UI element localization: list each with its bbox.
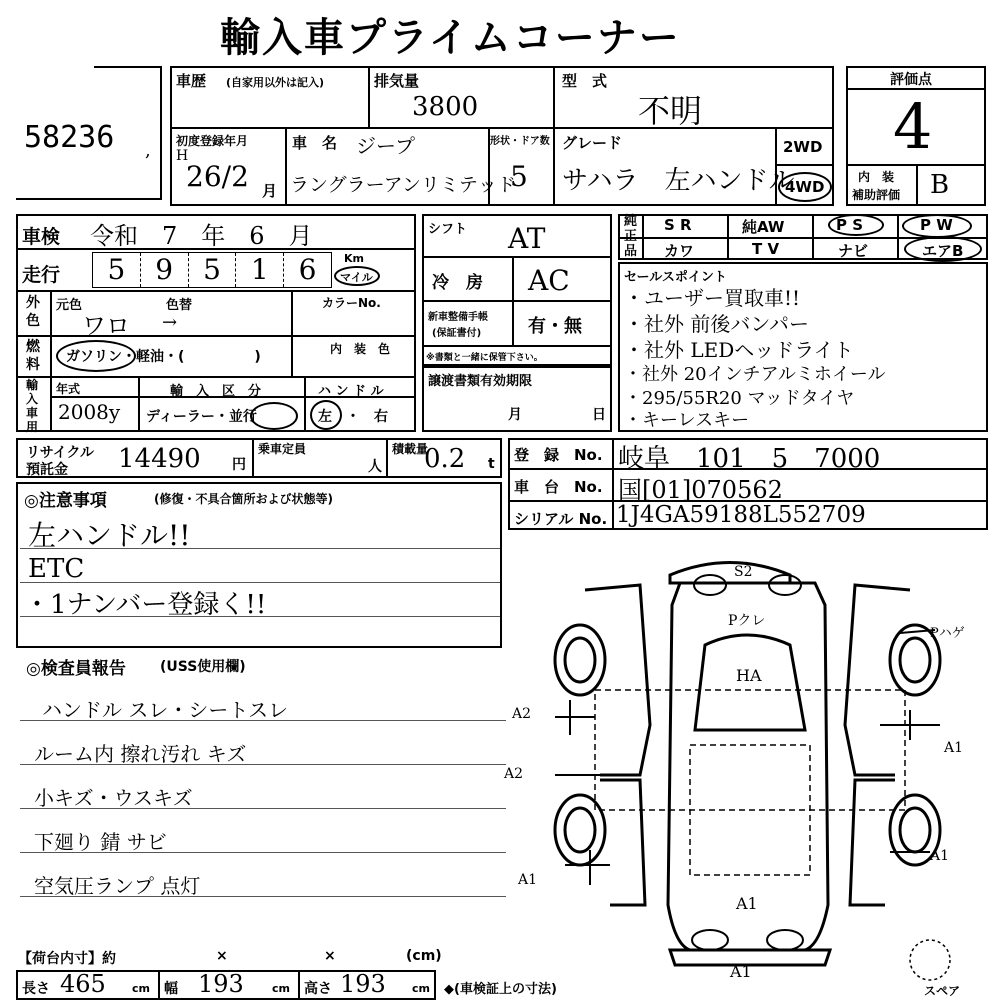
mileage-label: 走行 — [22, 264, 61, 286]
width-label: 幅 — [164, 981, 178, 997]
inspector-line: 空気圧ランプ 点灯 — [34, 874, 201, 898]
capacity-label: 乗車定員 — [258, 442, 307, 456]
diagram-label: A2 — [512, 706, 532, 722]
plate-label: 登 録 No. — [514, 446, 603, 464]
shift-value: AT — [508, 222, 546, 255]
score-value: 4 — [893, 90, 933, 163]
displacement-value: 3800 — [412, 92, 479, 122]
notes-line: 左ハンドル!! — [28, 519, 191, 552]
diagram-label: Pハゲ — [930, 626, 965, 641]
recycle-unit: 円 — [232, 457, 246, 473]
import-type-label: 輸 入 区 分 — [170, 384, 262, 399]
handle-label: ハ ン ド ル — [318, 384, 384, 399]
lot-number-suffix: , — [145, 140, 151, 161]
ac-value: AC — [528, 264, 570, 297]
sales-point-line: ・295/55R20 マッドタイヤ — [624, 388, 855, 409]
drive-4wd: 4WD — [785, 178, 825, 196]
doors-value: 5 — [510, 160, 528, 193]
sales-point-line: ・キーレスキー — [624, 410, 750, 431]
year-value: 2008y — [58, 400, 121, 424]
cargo-cross-1: × — [216, 948, 228, 964]
height-value: 193 — [340, 970, 386, 998]
chassis-label: 車 台 No. — [514, 478, 603, 496]
mileage-digit: 9 — [141, 253, 189, 287]
transfer-label: 譲渡書類有効期限 — [428, 374, 533, 389]
first-reg-value: 26/2 — [186, 160, 249, 193]
serial-value: 1J4GA59188L552709 — [616, 502, 866, 528]
length-value: 465 — [60, 970, 106, 998]
sales-point-line: ・社外 前後バンパー — [624, 312, 809, 336]
import-type-value: ディーラー・並行 — [146, 409, 257, 425]
cargo-label: 【荷台内寸】約 — [18, 951, 116, 967]
model-label: 型 式 — [562, 72, 608, 90]
inspector-line: ルーム内 擦れ汚れ キズ — [34, 742, 247, 766]
diagram-label: HA — [736, 666, 762, 685]
length-cm: cm — [132, 982, 150, 995]
grade-value: サハラ 左ハンドル — [562, 166, 795, 196]
mileage-digit: 5 — [189, 253, 237, 287]
first-reg-unit: 月 — [262, 182, 278, 200]
doors-label: 形状・ドア数 — [490, 136, 550, 147]
capacity-unit: 人 — [368, 459, 382, 475]
car-maker-value: ジープ — [356, 134, 415, 158]
mileage-digit: 5 — [93, 253, 141, 287]
sales-point-line: ・社外 20インチアルミホイール — [624, 364, 886, 385]
diagram-label: S2 — [734, 564, 753, 580]
color-no-label: カラーNo. — [322, 296, 381, 310]
drive-2wd: 2WD — [783, 138, 823, 156]
handle-value: 左 ・ 右 — [318, 409, 388, 425]
warranty-label-2: (保証書付) — [432, 328, 482, 339]
transfer-month: 月 — [508, 407, 522, 423]
mileage-unit-mile: マイル — [340, 271, 373, 284]
equip-item: P S — [836, 216, 864, 234]
equip-item: T V — [752, 240, 780, 258]
sales-point-line: ・ユーザー買取車!! — [624, 286, 801, 310]
car-name-label: 車 名 — [292, 134, 338, 152]
shaken-value: 令和 7 年 6 月 — [90, 222, 313, 250]
recycle-label-1: リサイクル — [26, 445, 95, 461]
color-arrow: → — [162, 312, 178, 333]
mileage-digit: 6 — [298, 253, 317, 286]
import-parallel-circle — [250, 402, 298, 430]
inspector-line: ハンドル スレ・シートスレ — [42, 698, 289, 722]
diagram-label: A1 — [944, 740, 964, 756]
first-reg-label: 初度登録年月 — [176, 134, 249, 148]
serial-label: シリアル No. — [514, 510, 608, 528]
history-note: (自家用以外は記入) — [226, 76, 325, 89]
inspector-label: ◎検査員報告 — [26, 659, 126, 679]
equipment-side-label: 純正品 — [624, 214, 638, 259]
page-title: 輸入車プライムコーナー — [220, 15, 681, 61]
diagram-label: A1 — [930, 848, 950, 864]
interior-label-2: 補助評価 — [852, 188, 901, 202]
equip-item: P W — [920, 216, 953, 234]
diagram-label: Pクレ — [728, 613, 766, 629]
height-cm: cm — [412, 982, 430, 995]
diagram-label: A2 — [504, 766, 524, 782]
sales-point-line: ・社外 LEDヘッドライト — [624, 338, 854, 362]
sales-points-label: セールスポイント — [624, 270, 727, 285]
warranty-label-1: 新車整備手帳 — [428, 312, 488, 323]
diagram-label: A1 — [518, 872, 538, 888]
model-value: 不明 — [638, 92, 703, 130]
inspector-line: 小キズ・ウスキズ — [34, 786, 193, 810]
interior-label-1: 内 装 — [858, 170, 895, 184]
score-label: 評価点 — [890, 72, 932, 88]
diagram-label: A1 — [736, 894, 758, 913]
car-name-value: ラングラーアンリミテッド — [290, 174, 516, 196]
interior-value: B — [930, 170, 950, 200]
color-change-label: 色替 — [166, 298, 193, 313]
color-orig-label: 元色 — [56, 298, 83, 313]
notes-line: ・1ナンバー登録く!! — [24, 590, 267, 620]
transfer-day: 日 — [592, 407, 606, 423]
inspector-line: 下廻り 錆 サビ — [34, 830, 167, 854]
lot-number: 58236 — [24, 120, 115, 155]
fuel-side-label: 燃料 — [26, 339, 40, 373]
displacement-label: 排気量 — [374, 72, 420, 90]
load-unit: t — [488, 456, 495, 472]
history-label: 車歴 — [176, 72, 207, 90]
grade-label: グレード — [562, 134, 623, 152]
shaken-label: 車検 — [22, 226, 61, 248]
equip-item: 純AW — [742, 218, 785, 236]
load-label: 積載量 — [392, 442, 429, 456]
load-value: 0.2 — [424, 444, 466, 474]
equip-item: ナビ — [838, 242, 869, 260]
length-label: 長さ — [22, 981, 50, 997]
width-value: 193 — [198, 970, 244, 998]
warranty-note: ※書類と一緒に保管下さい。 — [426, 353, 543, 363]
color-side-label: 外色 — [26, 295, 40, 329]
equip-item: S R — [664, 216, 692, 234]
mileage-digits — [92, 252, 332, 288]
interior-color-label: 内 装 色 — [330, 342, 391, 356]
notes-line: ETC — [28, 554, 85, 584]
notes-label: ◎注意事項 — [24, 491, 107, 511]
fuel-options: ガソリン・軽油・( ) — [66, 349, 261, 365]
recycle-label-2: 預託金 — [26, 462, 68, 478]
first-reg-era: H — [176, 148, 189, 164]
color-value: ワロ — [82, 312, 130, 340]
inspector-label-note: (USS使用欄) — [160, 659, 246, 675]
spare-label: スペア — [924, 984, 961, 998]
equip-item: カワ — [664, 242, 695, 260]
cargo-note: ◆(車検証上の寸法) — [444, 982, 557, 997]
recycle-value: 14490 — [118, 444, 201, 474]
height-label: 高さ — [304, 981, 332, 997]
ac-label: 冷 房 — [432, 273, 483, 293]
year-label: 年式 — [56, 382, 81, 396]
notes-label-note: (修復・不具合箇所および状態等) — [154, 492, 333, 506]
shift-label: シフト — [428, 222, 468, 237]
plate-value: 岐阜 101 5 7000 — [618, 444, 881, 474]
width-cm: cm — [272, 982, 290, 995]
cargo-cross-2: × — [324, 948, 336, 964]
equip-item: エアB — [922, 242, 964, 260]
mileage-digit: 1 — [236, 253, 284, 287]
import-side-label: 輸入車用 — [26, 378, 39, 434]
mileage-unit-km: Km — [344, 252, 364, 265]
warranty-value: 有・無 — [528, 316, 582, 337]
chassis-value: 国[01]070562 — [618, 476, 783, 504]
diagram-label: A1 — [730, 962, 752, 981]
cargo-unit: (cm) — [406, 948, 442, 964]
